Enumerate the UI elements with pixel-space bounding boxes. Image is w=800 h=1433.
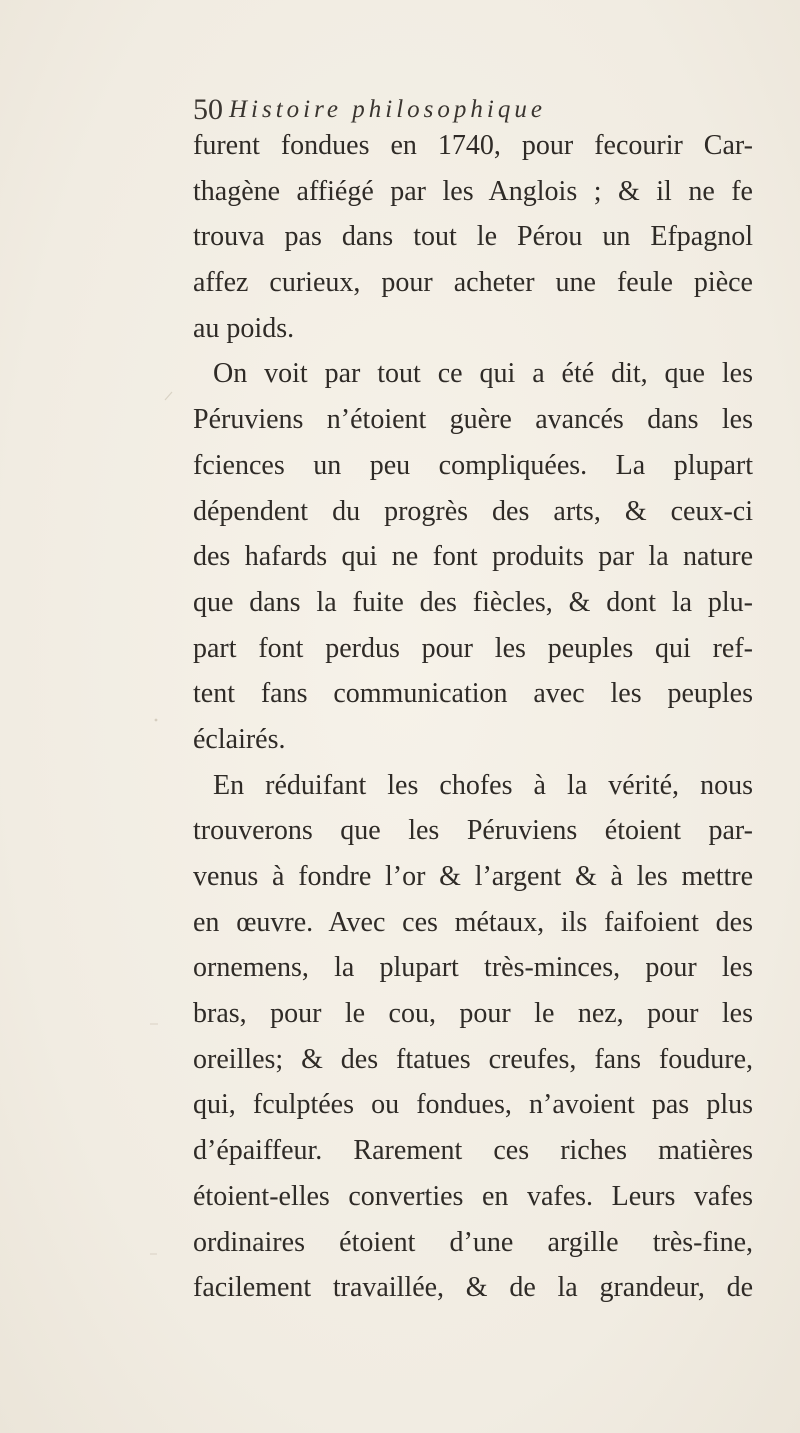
text-line: ornemens, la plupart très-minces, pour les (193, 952, 753, 984)
text-line: d’épaiffeur. Rarement ces riches matières (193, 1135, 753, 1167)
paper-speck (165, 392, 172, 400)
text-line: au poids. (193, 312, 295, 344)
text-line: part font perdus pour les peuples qui ref- (193, 632, 753, 664)
text-line: qui, fculptées ou fondues, n’avoient pas plus (193, 1089, 753, 1121)
text-line: trouverons que les Péruviens étoient par- (193, 815, 753, 847)
running-title: Histoire philosophique (229, 96, 546, 123)
text-line: fciences un peu compliquées. La plupart (193, 449, 753, 481)
text-line: des hafards qui ne font produits par la nature (193, 541, 753, 573)
text-line: oreilles; & des ftatues creufes, fans foudure, (193, 1043, 753, 1075)
body-text (193, 123, 753, 1311)
text-line: thagène affiégé par les Anglois ; & il ne fe (193, 175, 753, 207)
text-line: facilement travaillée, & de la grandeur, de (193, 1272, 753, 1304)
text-line: On voit par tout ce qui a été dit, que les (213, 358, 753, 390)
text-line: trouva pas dans tout le Pérou un Efpagnol (193, 221, 753, 253)
text-line: venus à fondre l’or & l’argent & à les mettre (193, 861, 753, 892)
text-line: bras, pour le cou, pour le nez, pour les (193, 998, 753, 1030)
text-line: furent fondues en 1740, pour fecourir Car- (193, 130, 753, 161)
page-number: 50 (193, 93, 223, 126)
text-line: dépendent du progrès des arts, & ceux-ci (193, 495, 753, 527)
paper-speck (155, 719, 158, 722)
text-line: éclairés. (193, 723, 286, 755)
text-line: Péruviens n’étoient guère avancés dans les (193, 404, 753, 436)
text-line: En réduifant les chofes à la vérité, nous (213, 769, 753, 801)
text-line: que dans la fuite des fiècles, & dont la plu- (193, 586, 753, 618)
text-line: affez curieux, pour acheter une feule pièce (193, 267, 753, 299)
text-line: étoient-elles converties en vafes. Leurs vafes (193, 1180, 753, 1212)
text-line: ordinaires étoient d’une argille très-fine, (193, 1226, 753, 1258)
text-line: en œuvre. Avec ces métaux, ils faifoient des (193, 906, 753, 938)
text-line: tent fans communication avec les peuples (193, 678, 753, 710)
